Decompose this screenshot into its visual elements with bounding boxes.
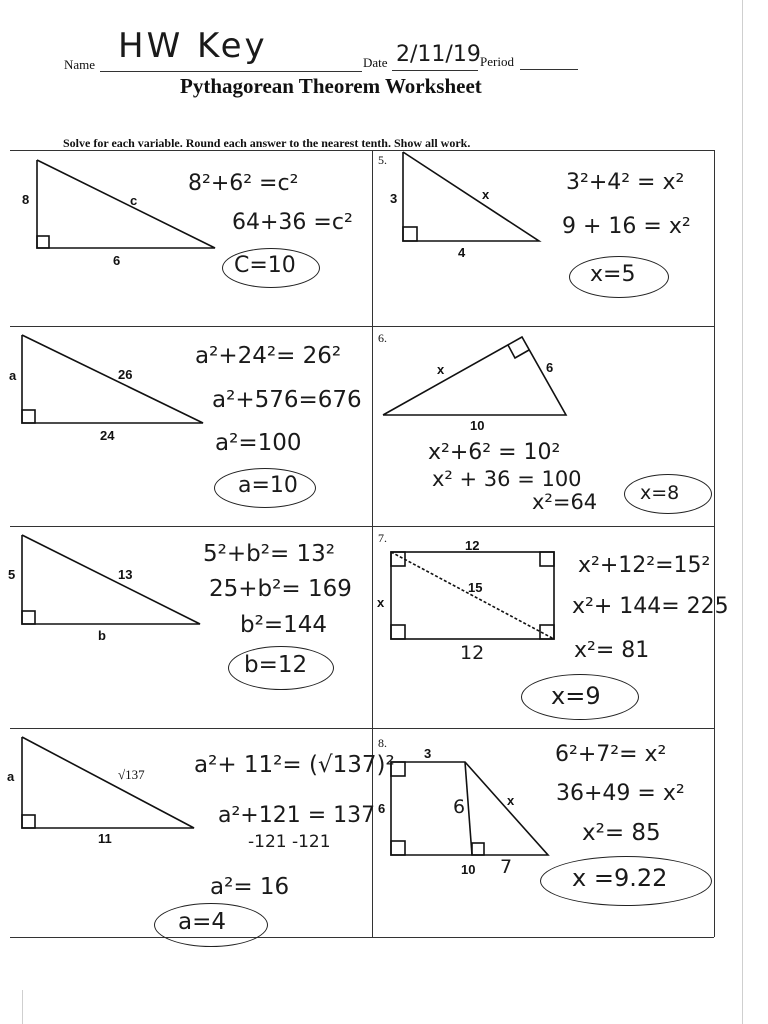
p6-leg-a: x <box>437 362 445 377</box>
p7-side: x <box>377 595 385 610</box>
p8-top: 3 <box>424 746 432 761</box>
p5-leg-a: 3 <box>390 191 398 206</box>
p6-number: 6. <box>378 331 387 345</box>
p7-diag: 15 <box>468 580 483 595</box>
p2-leg-b: 24 <box>100 428 115 443</box>
corner-8b <box>391 841 405 855</box>
corner-7b <box>540 552 554 566</box>
trapezoid-8 <box>391 762 548 855</box>
corner-7a <box>391 552 405 566</box>
p8-answer: x =9.22 <box>572 864 668 892</box>
p5-work-1: 3²+4² = x² <box>566 170 685 195</box>
p3-work-2: 25+b²= 169 <box>209 576 352 602</box>
p2-work-3: a²=100 <box>215 430 302 456</box>
p3-leg-b: b <box>98 628 106 643</box>
right-angle-2 <box>22 410 35 423</box>
p3-answer: b=12 <box>244 652 308 678</box>
p8-bottom-left: 10 <box>461 862 476 877</box>
p8-work-1: 6²+7²= x² <box>555 742 667 767</box>
p3-hyp: 13 <box>118 567 133 582</box>
p3-work-3: b²=144 <box>240 612 327 638</box>
date-value: 2/11/19 <box>396 42 481 67</box>
triangle-3 <box>22 535 200 624</box>
p7-work-1: x²+12²=15² <box>578 553 711 578</box>
p4-leg-a: a <box>7 769 15 784</box>
p7-work-2: x²+ 144= 225 <box>572 594 729 619</box>
triangle-2 <box>22 335 203 423</box>
corner-8c <box>472 843 484 855</box>
p4-answer: a=4 <box>178 909 226 935</box>
p7-bottom: 12 <box>460 642 485 664</box>
p1-work-2: 64+36 =c² <box>232 210 353 235</box>
p5-answer: x=5 <box>590 262 636 287</box>
p4-work-2: a²+121 = 137 <box>218 803 376 828</box>
p7-answer: x=9 <box>551 682 601 710</box>
right-angle-5 <box>403 227 417 241</box>
p8-slant: x <box>507 793 515 808</box>
diagonal-7 <box>391 552 554 639</box>
instructions: Solve for each variable. Round each answer to the nearest tenth. Show all work. <box>63 136 471 150</box>
p2-hyp: 26 <box>118 367 133 382</box>
p8-bottom-right: 7 <box>500 856 513 878</box>
height-8 <box>465 762 472 855</box>
p5-number: 5. <box>378 153 387 167</box>
date-label: Date <box>363 55 388 70</box>
p6-work-2: x² + 36 = 100 <box>432 467 582 491</box>
p4-work-1: a²+ 11²= (√137)² <box>194 752 395 778</box>
period-label: Period <box>480 54 514 69</box>
p1-leg-a: 8 <box>22 192 30 207</box>
right-angle-4 <box>22 815 35 828</box>
p6-hyp: 10 <box>470 418 485 433</box>
p1-answer: C=10 <box>234 253 296 278</box>
p8-work-2: 36+49 = x² <box>556 781 685 806</box>
p1-work-1: 8²+6² =c² <box>188 171 299 196</box>
triangle-5 <box>403 152 539 241</box>
right-angle-3 <box>22 611 35 624</box>
p8-work-3: x²= 85 <box>582 820 661 846</box>
p2-work-1: a²+24²= 26² <box>195 343 342 369</box>
triangle-6 <box>383 337 566 415</box>
p6-answer: x=8 <box>640 482 680 504</box>
p7-top: 12 <box>465 538 480 553</box>
p7-work-3: x²= 81 <box>574 638 650 663</box>
p2-answer: a=10 <box>238 473 298 498</box>
p3-work-1: 5²+b²= 13² <box>203 541 336 567</box>
p8-number: 8. <box>378 736 387 750</box>
triangle-4 <box>22 737 194 828</box>
right-angle-1 <box>37 236 49 248</box>
p7-number: 7. <box>378 531 387 545</box>
p5-leg-b: 4 <box>458 245 466 260</box>
p2-work-2: a²+576=676 <box>212 387 362 413</box>
name-value: HW Key <box>118 26 268 66</box>
p1-hyp: c <box>130 193 138 208</box>
p1-leg-b: 6 <box>113 253 121 268</box>
corner-7c <box>391 625 405 639</box>
p5-hyp: x <box>482 187 490 202</box>
p4-work-4: a²= 16 <box>210 874 290 900</box>
p6-work-3: x²=64 <box>532 490 598 514</box>
p5-work-2: 9 + 16 = x² <box>562 214 691 239</box>
p4-leg-b: 11 <box>98 831 112 846</box>
p8-left: 6 <box>378 801 386 816</box>
name-label: Name <box>64 57 96 72</box>
p3-leg-a: 5 <box>8 567 16 582</box>
p4-hyp: √137 <box>118 767 145 782</box>
right-angle-6 <box>508 345 529 358</box>
p8-inner: 6 <box>453 796 466 818</box>
p6-leg-b: 6 <box>546 360 554 375</box>
page-title: Pythagorean Theorem Worksheet <box>180 74 482 98</box>
p4-work-3: -121 -121 <box>248 832 331 852</box>
p2-leg-a: a <box>9 368 17 383</box>
p6-work-1: x²+6² = 10² <box>428 440 561 465</box>
